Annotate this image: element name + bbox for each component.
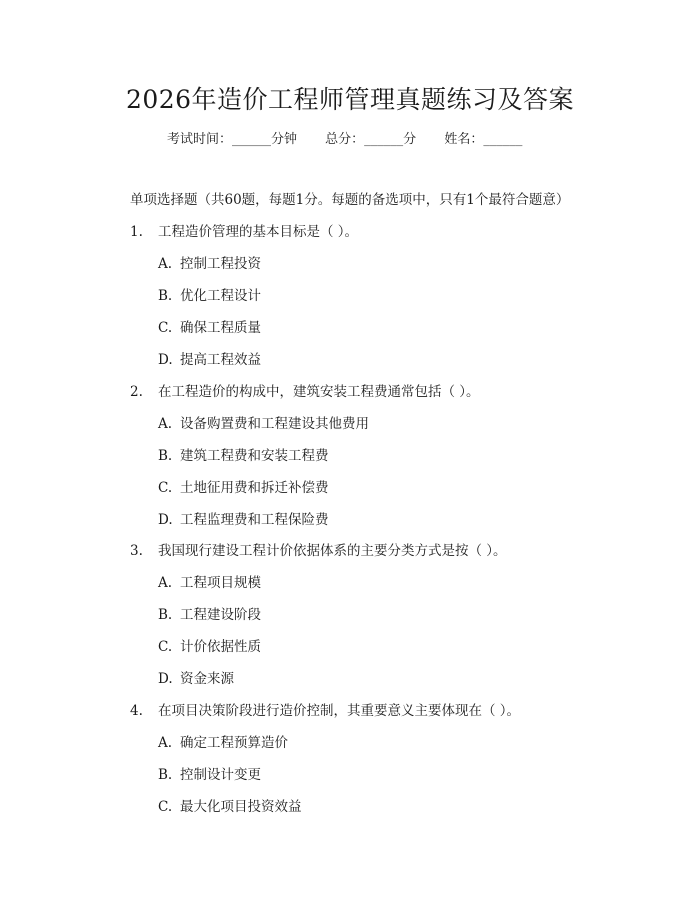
option-letter: C. <box>158 799 173 815</box>
question-text: 在工程造价的构成中，建筑安装工程费通常包括（ ）。 <box>158 384 480 400</box>
question-text: 我国现行建设工程计价依据体系的主要分类方式是按（ ）。 <box>158 543 507 559</box>
option-item <box>158 605 261 625</box>
option-text: 控制设计变更 <box>180 767 261 783</box>
question-number: 4. <box>130 703 143 719</box>
option-text: 土地征用费和拆迁补偿费 <box>180 480 329 496</box>
option-text: 优化工程设计 <box>180 288 261 304</box>
option-letter: C. <box>158 320 173 336</box>
name-field: 姓名：______ <box>444 132 523 147</box>
question-number: 1. <box>130 224 143 240</box>
question-item <box>130 541 507 561</box>
option-letter: B. <box>158 448 173 464</box>
option-letter: A. <box>158 416 173 432</box>
question-text: 工程造价管理的基本目标是（ ）。 <box>158 224 359 240</box>
option-letter: D. <box>158 512 173 528</box>
option-text: 最大化项目投资效益 <box>180 799 302 815</box>
question-item <box>130 382 480 402</box>
option-text: 计价依据性质 <box>180 639 261 655</box>
question-number: 2. <box>130 384 143 400</box>
option-item <box>158 350 261 370</box>
option-text: 工程建设阶段 <box>180 607 261 623</box>
option-item <box>158 797 302 817</box>
exam-meta <box>167 130 546 150</box>
option-item <box>158 318 261 338</box>
option-text: 确保工程质量 <box>180 320 261 336</box>
option-item <box>158 733 288 753</box>
option-text: 工程监理费和工程保险费 <box>180 512 329 528</box>
option-text: 建筑工程费和安装工程费 <box>180 448 329 464</box>
option-item <box>158 510 329 530</box>
total-score-field: 总分：______分 <box>325 132 417 147</box>
option-item <box>158 414 369 434</box>
option-item <box>158 286 261 306</box>
option-letter: B. <box>158 767 173 783</box>
option-item <box>158 478 329 498</box>
option-text: 资金来源 <box>180 671 234 687</box>
option-item <box>158 573 261 593</box>
option-letter: D. <box>158 352 173 368</box>
option-item <box>158 669 234 689</box>
option-letter: D. <box>158 671 173 687</box>
question-item <box>130 701 520 721</box>
option-item <box>158 446 329 466</box>
option-letter: A. <box>158 575 173 591</box>
question-text: 在项目决策阶段进行造价控制，其重要意义主要体现在（ ）。 <box>158 703 521 719</box>
option-letter: C. <box>158 639 173 655</box>
option-item <box>158 765 261 785</box>
option-text: 设备购置费和工程建设其他费用 <box>180 416 369 432</box>
question-item <box>130 222 358 242</box>
option-letter: B. <box>158 607 173 623</box>
section-heading: 单项选择题（共60题，每题1分。每题的备选项中，只有1个最符合题意） <box>130 192 570 208</box>
option-text: 工程项目规模 <box>180 575 261 591</box>
option-letter: C. <box>158 480 173 496</box>
option-item <box>158 637 261 657</box>
option-item <box>158 254 261 274</box>
question-number: 3. <box>130 543 143 559</box>
option-letter: B. <box>158 288 173 304</box>
option-text: 确定工程预算造价 <box>180 735 288 751</box>
option-letter: A. <box>158 735 173 751</box>
option-text: 控制工程投资 <box>180 256 261 272</box>
option-text: 提高工程效益 <box>180 352 261 368</box>
exam-time-field: 考试时间：______分钟 <box>167 132 298 147</box>
option-letter: A. <box>158 256 173 272</box>
page-title: 2026年造价工程师管理真题练习及答案 <box>125 85 575 114</box>
